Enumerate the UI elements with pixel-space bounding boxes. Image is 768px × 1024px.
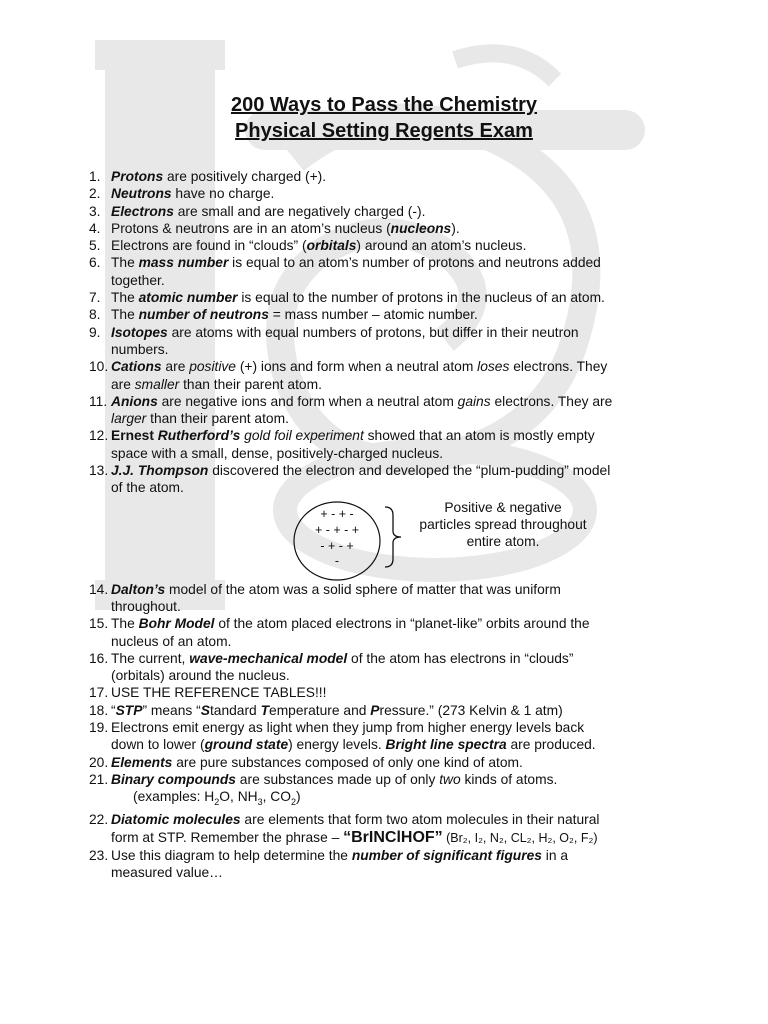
- curly-brace-icon: [383, 505, 403, 569]
- list-item: 18. “STP” means “Standard Temperature and Pressure.” (273 Kelvin & 1 atm): [89, 702, 563, 718]
- list-item: 8. The number of neutrons = mass number – atomic number.: [89, 307, 478, 323]
- list-item: 22. Diatomic molecules are elements that form two atom molecules in their natural form at STP. Remember the phrase – “BrINClHOF” (Br₂, I₂, N₂, CL₂, H₂, O₂, F₂): [89, 812, 600, 846]
- atom-note-line: entire atom.: [466, 534, 540, 550]
- list-item: 10. Cations are positive (+) ions and form when a neutral atom loses electrons. They are smaller than their parent atom.: [89, 359, 608, 392]
- title-line-2: Physical Setting Regents Exam: [235, 120, 533, 142]
- atom-charge-row: + - + - +: [314, 522, 360, 537]
- list-item: 7. The atomic number is equal to the number of protons in the nucleus of an atom.: [89, 290, 605, 306]
- list-item: 19. Electrons emit energy as light when they jump from higher energy levels back down to lower (ground state) energy levels. Bright line spectra are produced.: [89, 720, 596, 753]
- list-item: 9. Isotopes are atoms with equal numbers of protons, but differ in their neutron numbers.: [89, 324, 579, 357]
- atom-charge-row: - + - +: [320, 538, 354, 553]
- list-item: 17. USE THE REFERENCE TABLES!!!: [89, 685, 327, 701]
- atom-charge-row: -: [334, 553, 340, 568]
- atom-diagram: [292, 499, 382, 581]
- facts-list: [89, 168, 709, 881]
- atom-note-line: particles spread throughout: [419, 516, 587, 532]
- list-item: 5. Electrons are found in “clouds” (orbitals) around an atom’s nucleus.: [89, 238, 527, 254]
- plum-pudding-diagram: [89, 497, 709, 581]
- list-item: 6. The mass number is equal to an atom’s number of protons and neutrons added together.: [89, 255, 601, 288]
- list-item: 23. Use this diagram to help determine the number of significant figures in a measured value…: [89, 847, 568, 881]
- atom-note: [403, 499, 603, 551]
- list-item: 13. J.J. Thompson discovered the electron and developed the “plum-pudding” model of the atom.: [89, 463, 611, 496]
- list-item: 14. Dalton’s model of the atom was a solid sphere of matter that was uniform throughout.: [89, 581, 561, 614]
- list-item: 15. The Bohr Model of the atom placed electrons in “planet-like” orbits around the nucleus of an atom.: [89, 616, 590, 649]
- atom-charge-row: + - + -: [320, 506, 354, 521]
- atom-note-line: Positive & negative: [444, 499, 562, 515]
- list-item: 3. Electrons are small and are negatively charged (-).: [89, 203, 426, 219]
- list-item: 21. Binary compounds are substances made up of only two kinds of atoms. (examples: $H_2O$, $NH_3$, $CO_2$): [89, 771, 558, 807]
- list-item: 4. Protons & neutrons are in an atom’s nucleus (nucleons).: [89, 220, 460, 236]
- list-item: 11. Anions are negative ions and form when a neutral atom gains electrons. They are larger than their parent atom.: [89, 393, 613, 427]
- title-line-1: 200 Ways to Pass the Chemistry: [230, 94, 538, 116]
- list-item: 2. Neutrons have no charge.: [89, 186, 275, 202]
- list-item: 12. Ernest Rutherford’s gold foil experiment showed that an atom is mostly empty space with a small, dense, positively-charged nucleus.: [89, 428, 595, 461]
- list-item: 16. The current, wave-mechanical model of the atom has electrons in “clouds” (orbitals) around the nucleus.: [89, 650, 574, 684]
- list-item: 20. Elements are pure substances composed of only one kind of atom.: [89, 754, 523, 770]
- list-item: 1. Protons are positively charged (+).: [89, 169, 327, 184]
